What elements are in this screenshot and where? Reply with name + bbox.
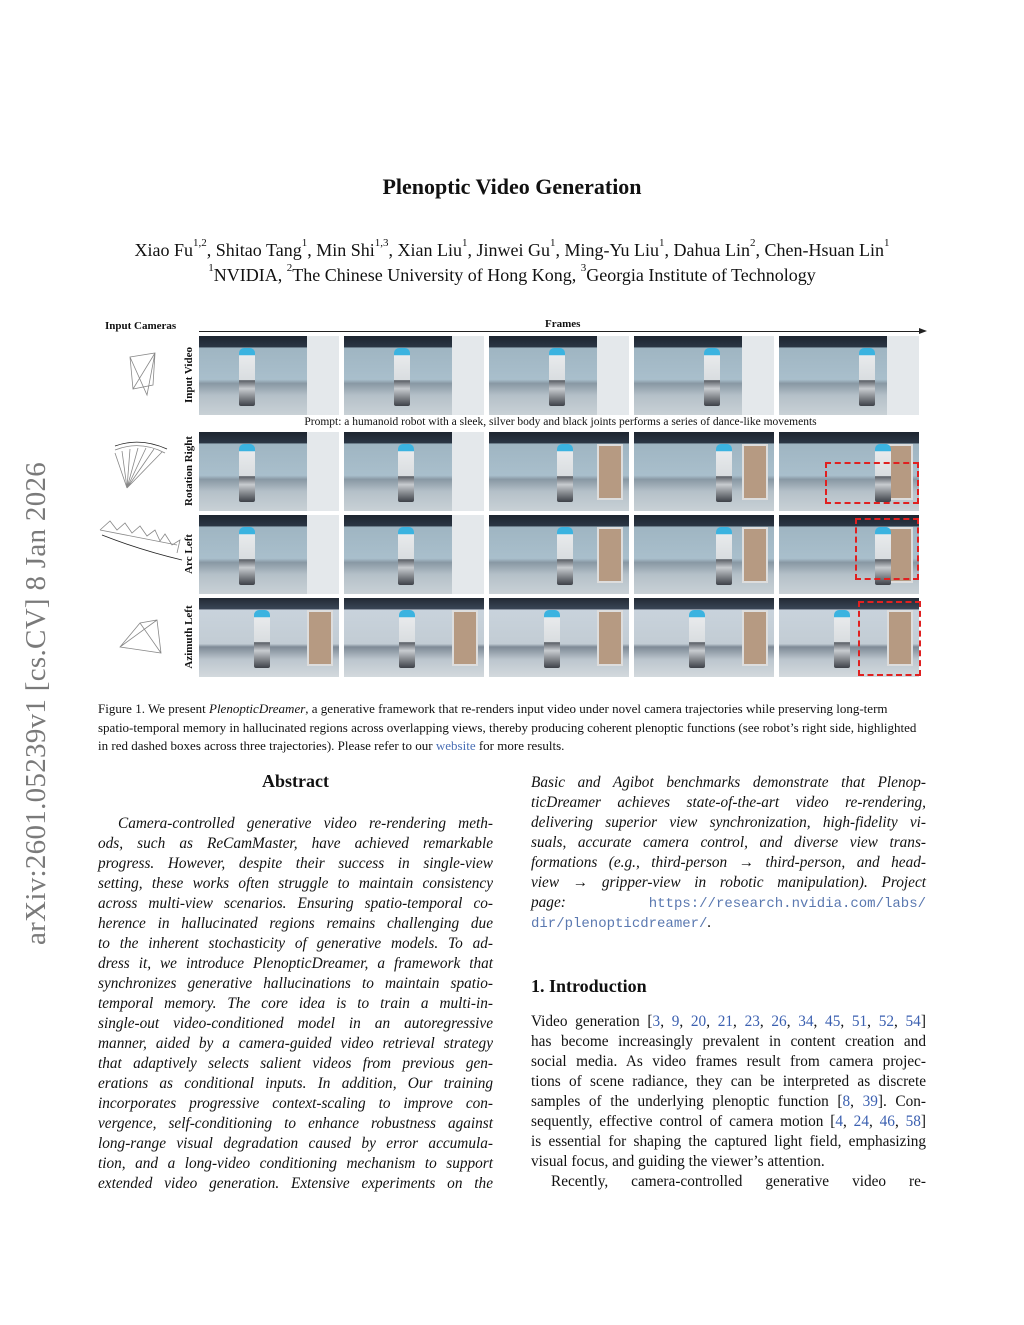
input-cameras-label: Input Cameras bbox=[105, 320, 177, 332]
author-name: Ming-Yu Liu bbox=[564, 240, 659, 260]
video-frame bbox=[199, 432, 339, 511]
door bbox=[597, 610, 623, 666]
citation-link[interactable]: 20 bbox=[690, 1013, 707, 1030]
text-line bbox=[531, 1092, 926, 1112]
author-affiliation-index: 1 bbox=[461, 237, 468, 249]
text-line bbox=[531, 913, 926, 933]
text: Recently, camera-controlled generative video re- bbox=[551, 1173, 926, 1190]
text-line bbox=[531, 1132, 926, 1152]
text-line: setting, these works often struggle to maintain consistency bbox=[98, 875, 493, 892]
video-frame bbox=[634, 515, 774, 594]
text: , bbox=[840, 1013, 852, 1030]
affiliation-name: The Chinese University of Hong Kong bbox=[292, 265, 572, 285]
robot-figure bbox=[716, 444, 732, 502]
wall bbox=[887, 336, 919, 415]
text: is essential for shaping the captured light field, emphasizing bbox=[531, 1133, 926, 1150]
project-url-link[interactable]: dir/plenopticdreamer/ bbox=[531, 916, 708, 932]
citation-link[interactable]: 8 bbox=[842, 1093, 851, 1110]
video-frame bbox=[634, 598, 774, 677]
wall bbox=[307, 515, 339, 594]
robot-figure bbox=[557, 444, 573, 502]
robot-figure bbox=[704, 348, 720, 406]
text: , bbox=[813, 1013, 826, 1030]
citation-link[interactable]: 34 bbox=[798, 1013, 814, 1030]
figure-caption bbox=[98, 700, 926, 756]
text-line: single-out video-conditioned model in an autoregressive bbox=[98, 1015, 493, 1032]
text-line: ticDreamer achieves state-of-the-art video re-rendering, bbox=[531, 794, 926, 811]
author-name: Jinwei Gu bbox=[476, 240, 550, 260]
text-line bbox=[531, 1032, 926, 1052]
door bbox=[597, 527, 623, 583]
caption-method-name: PlenopticDreamer bbox=[209, 701, 306, 716]
text: sequently, effective control of camera motion [ bbox=[531, 1113, 836, 1130]
affiliation-name: Georgia Institute of Technology bbox=[586, 265, 816, 285]
text: ] bbox=[920, 1013, 926, 1030]
citation-link[interactable]: 24 bbox=[853, 1113, 869, 1130]
text: , bbox=[660, 1013, 672, 1030]
introduction-heading: 1. Introduction bbox=[531, 976, 647, 996]
affiliation-index: 1 bbox=[208, 262, 214, 274]
text-line bbox=[531, 893, 926, 913]
text: , bbox=[868, 1113, 880, 1130]
citation-link[interactable]: 3 bbox=[652, 1013, 661, 1030]
wall bbox=[452, 515, 484, 594]
author-name: Chen-Hsuan Lin bbox=[764, 240, 884, 260]
citation-link[interactable]: 46 bbox=[879, 1113, 895, 1130]
text-line: extended video generation. Extensive experiments on the bbox=[98, 1175, 493, 1192]
text: , bbox=[867, 1013, 879, 1030]
text-line: to the inherent stochasticity of generative models. To ad- bbox=[98, 935, 493, 952]
paper-title: Plenoptic Video Generation bbox=[382, 174, 642, 199]
text: ] bbox=[920, 1113, 927, 1130]
text-line: long-range visual degradation caused by error accumula- bbox=[98, 1135, 493, 1152]
wall bbox=[452, 336, 484, 415]
robot-figure bbox=[544, 610, 560, 668]
row-label-rotation-right: Rotation Right bbox=[183, 436, 195, 506]
text: ]. Con- bbox=[877, 1093, 926, 1110]
robot-figure bbox=[398, 527, 414, 585]
door bbox=[742, 610, 768, 666]
text: . bbox=[707, 914, 712, 931]
citation-link[interactable]: 23 bbox=[744, 1013, 760, 1030]
citation-link[interactable]: 4 bbox=[835, 1113, 843, 1130]
affiliation-name: NVIDIA bbox=[213, 265, 278, 285]
figure-prompt: Prompt: a humanoid robot with a sleek, silver body and black joints performs a series of dance-like movements bbox=[304, 416, 817, 428]
text-line bbox=[531, 1012, 926, 1032]
author-name: Min Shi bbox=[316, 240, 375, 260]
author-affiliation-index: 1 bbox=[658, 237, 665, 249]
video-frame bbox=[634, 432, 774, 511]
azimuth-left-camera-icon bbox=[120, 620, 161, 653]
highlight-box-azimuth-left bbox=[858, 601, 921, 676]
abstract-heading: Abstract bbox=[262, 771, 329, 791]
text-line: incorporates progressive context-scaling to improve con- bbox=[98, 1095, 493, 1112]
text-line bbox=[531, 1112, 926, 1132]
text-line: that adaptively selects salient videos from previous gen- bbox=[98, 1055, 493, 1072]
robot-figure bbox=[254, 610, 270, 668]
text-line: vergence, self-conditioning to enhance robustness against bbox=[98, 1115, 493, 1132]
author-affiliation-index: 1 bbox=[883, 237, 890, 249]
citation-link[interactable]: 54 bbox=[905, 1013, 921, 1030]
camera-trajectories bbox=[95, 335, 195, 685]
author-name: Dahua Lin bbox=[673, 240, 750, 260]
robot-figure bbox=[859, 348, 875, 406]
affiliation-index: 2 bbox=[286, 262, 293, 274]
video-frame bbox=[344, 432, 484, 511]
video-frame bbox=[199, 598, 339, 677]
robot-figure bbox=[239, 444, 255, 502]
video-frame bbox=[344, 515, 484, 594]
text-line: across multi-view scenarios. Ensuring spatio-temporal co- bbox=[98, 895, 493, 912]
video-frame bbox=[489, 598, 629, 677]
wall bbox=[452, 432, 484, 511]
text-line: Basic and Agibot benchmarks demonstrate that Plenop- bbox=[531, 774, 926, 791]
author-list: Xiao Fu$^{1,2}$, Shitao Tang$^1$, Min Shi$^{1,3}$, Xian Liu$^1$, Jinwei Gu$^1$, Ming-Yu Liu$^1$, Dahua Lin$^2$, Chen-Hsuan Lin$^1$ bbox=[134, 237, 890, 260]
text: has become increasingly prevalent in content creation and bbox=[531, 1033, 926, 1050]
video-frame bbox=[489, 432, 629, 511]
robot-figure bbox=[394, 348, 410, 406]
row-label-input-video: Input Video bbox=[183, 347, 195, 403]
video-frame bbox=[199, 336, 339, 415]
text: visual focus, and guiding the viewer’s attention. bbox=[531, 1153, 825, 1170]
text: , bbox=[786, 1013, 799, 1030]
text-line: suals, accurate camera control, and diverse view trans- bbox=[531, 834, 926, 851]
text-line: formations (e.g., third-person → third-person, and head- bbox=[531, 854, 926, 871]
introduction-body bbox=[531, 1012, 926, 1192]
author-affiliation-index: 2 bbox=[749, 237, 756, 249]
project-url-link[interactable]: https://research.nvidia.com/labs/ bbox=[648, 896, 926, 912]
robot-figure bbox=[398, 444, 414, 502]
author-name: Xiao Fu bbox=[134, 240, 194, 260]
door bbox=[742, 444, 768, 500]
door bbox=[597, 444, 623, 500]
author-name: Xian Liu bbox=[397, 240, 462, 260]
text: , bbox=[850, 1093, 863, 1110]
wall bbox=[742, 336, 774, 415]
citation-link[interactable]: 51 bbox=[851, 1013, 868, 1030]
text-line: view → gripper-view in robotic manipulation). Project bbox=[531, 874, 926, 891]
robot-figure bbox=[834, 610, 850, 668]
robot-figure bbox=[557, 527, 573, 585]
frames-label: Frames bbox=[545, 318, 581, 330]
author-affiliation-index: 1,3 bbox=[374, 237, 389, 249]
text: , bbox=[894, 1113, 906, 1130]
robot-figure bbox=[399, 610, 415, 668]
author-affiliation-index: 1,2 bbox=[193, 237, 207, 249]
text-line bbox=[531, 1052, 926, 1072]
author-name: Shitao Tang bbox=[215, 240, 302, 260]
door bbox=[742, 527, 768, 583]
citation-link[interactable]: 45 bbox=[825, 1013, 841, 1030]
video-frame bbox=[344, 598, 484, 677]
video-frame bbox=[344, 336, 484, 415]
text-line: manner, aided by a camera-guided video retrieval strategy bbox=[98, 1035, 493, 1052]
text: , bbox=[894, 1013, 906, 1030]
citation-link[interactable]: 58 bbox=[905, 1113, 921, 1130]
robot-figure bbox=[716, 527, 732, 585]
text: , bbox=[759, 1013, 772, 1030]
citation-link[interactable]: 52 bbox=[878, 1013, 894, 1030]
wall bbox=[307, 336, 339, 415]
video-frame bbox=[634, 336, 774, 415]
video-frame bbox=[779, 336, 919, 415]
text: tions of scene radiance, they can be interpreted as discrete bbox=[531, 1073, 926, 1090]
row-label-azimuth-left: Azimuth Left bbox=[183, 605, 195, 669]
video-frame bbox=[199, 515, 339, 594]
arxiv-stamp: arXiv:2601.05239v1 [cs.CV] 8 Jan 2026 bbox=[20, 461, 52, 945]
video-frame bbox=[489, 336, 629, 415]
citation-link[interactable]: 26 bbox=[771, 1013, 787, 1030]
page-label: page: bbox=[531, 894, 649, 911]
text-line: Camera-controlled generative video re-rendering meth- bbox=[118, 815, 493, 832]
wall bbox=[307, 432, 339, 511]
highlight-box-rotation-right bbox=[825, 462, 919, 504]
text-line bbox=[531, 1172, 926, 1192]
door bbox=[452, 610, 478, 666]
text-line: tion, and a long-video conditioning mechanism to support bbox=[98, 1155, 493, 1172]
row-label-arc-left: Arc Left bbox=[183, 534, 195, 574]
door bbox=[307, 610, 333, 666]
affiliation-index: 3 bbox=[580, 262, 587, 274]
text-line: synchronizes generative hallucinations to maintain spatio- bbox=[98, 975, 493, 992]
caption-text: for more results. bbox=[475, 738, 565, 753]
text-line: progress. However, despite their success in single-view bbox=[98, 855, 493, 872]
affiliations: $^1$NVIDIA, $^2$The Chinese University of Hong Kong, $^3$Georgia Institute of Technology bbox=[208, 262, 816, 285]
wall bbox=[597, 336, 629, 415]
citation-link[interactable]: 21 bbox=[717, 1013, 734, 1030]
text: , bbox=[843, 1113, 854, 1130]
citation-link[interactable]: 39 bbox=[862, 1093, 878, 1110]
robot-figure bbox=[239, 527, 255, 585]
frames-arrow bbox=[199, 331, 921, 332]
caption-text: , a generative framework that re-renders input video under novel camera trajectories while preserving long-term spatio-temporal memory in hallucinated regions across overlapping views, thereby producing coherent plenoptic functions (see robot’s right side, highlighted in red dashed boxes across three trajectories). Please refer to our bbox=[98, 701, 917, 753]
website-link[interactable]: website bbox=[435, 738, 476, 753]
citation-link[interactable]: 9 bbox=[671, 1013, 680, 1030]
text-line: delivering superior view synchronization, high-fidelity vi- bbox=[531, 814, 926, 831]
text: , bbox=[733, 1013, 745, 1030]
text-line: ods, such as ReCamMaster, have achieved remarkable bbox=[98, 835, 493, 852]
text: , bbox=[706, 1013, 718, 1030]
text: samples of the underlying plenoptic function [ bbox=[531, 1093, 843, 1110]
abstract-body bbox=[98, 814, 493, 1194]
video-frame bbox=[489, 515, 629, 594]
text: Video generation [ bbox=[531, 1013, 653, 1030]
text: , bbox=[679, 1013, 691, 1030]
caption-text: Figure 1. We present bbox=[98, 701, 209, 716]
text-line bbox=[531, 1152, 926, 1172]
text-line: herence in hallucinated regions remains challenging due bbox=[98, 915, 493, 932]
abstract-body-continued bbox=[531, 773, 926, 933]
author-affiliation-index: 1 bbox=[301, 237, 308, 249]
author-affiliation-index: 1 bbox=[549, 237, 556, 249]
robot-figure bbox=[549, 348, 565, 406]
input-camera-icon bbox=[130, 353, 155, 395]
text-line: dress it, we introduce PlenopticDreamer, a framework that bbox=[98, 955, 493, 972]
highlight-box-arc-left bbox=[855, 518, 919, 580]
robot-figure bbox=[239, 348, 255, 406]
robot-figure bbox=[689, 610, 705, 668]
text-line bbox=[531, 1072, 926, 1092]
rotation-right-camera-icon bbox=[115, 442, 167, 488]
arc-left-camera-icon bbox=[100, 521, 182, 560]
arrow-head-icon bbox=[919, 328, 927, 334]
text-line: erations as conditional inputs. In addition, Our training bbox=[98, 1075, 493, 1092]
text: social media. As video frames result from camera projec- bbox=[531, 1053, 926, 1070]
text-line: temporal memory. The core idea is to train a multi-in- bbox=[98, 995, 493, 1012]
